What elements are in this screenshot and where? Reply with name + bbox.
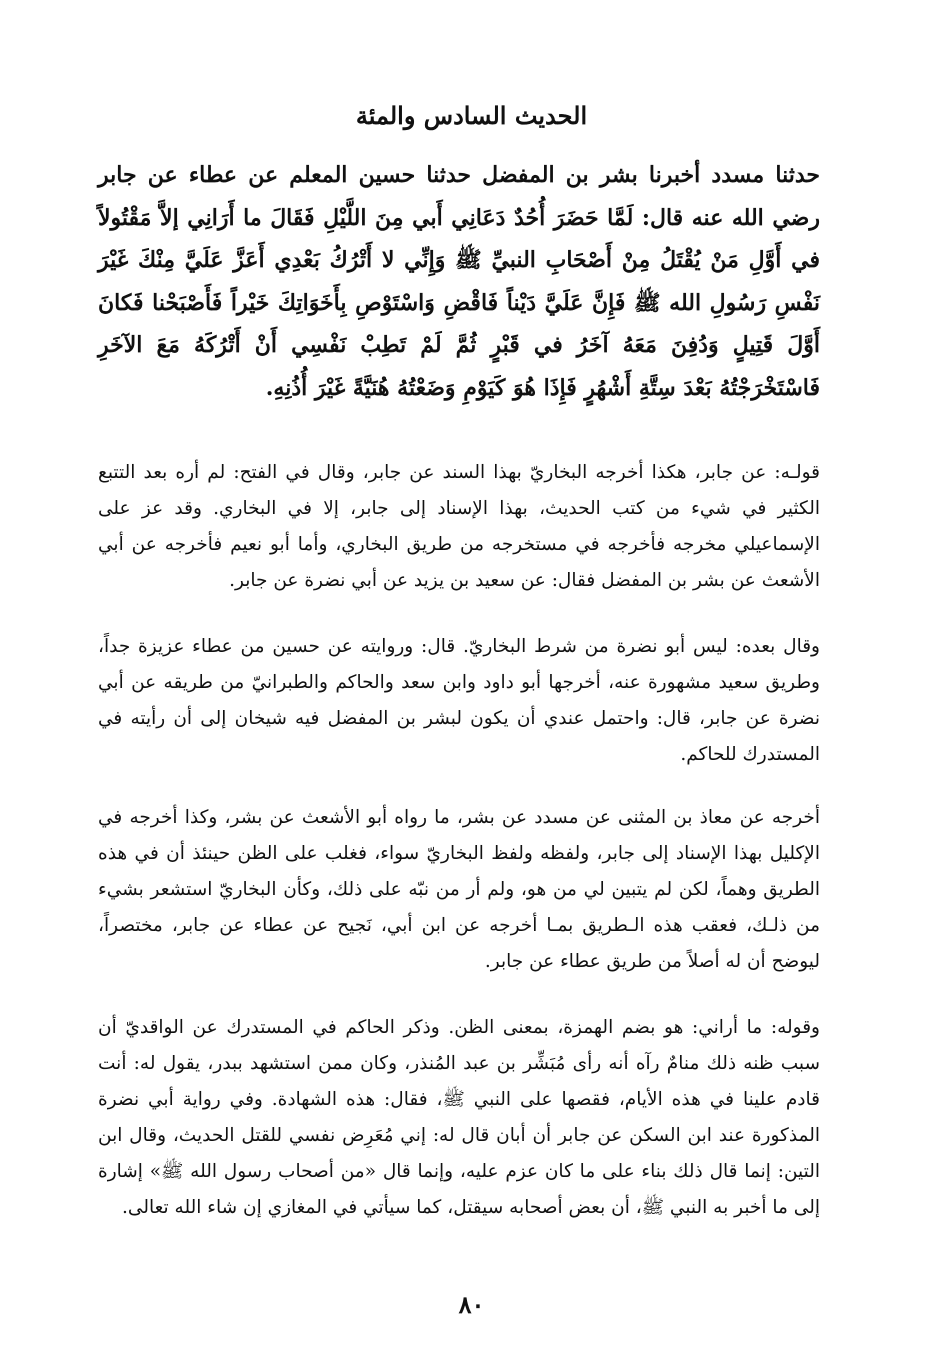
commentary-paragraph-3: أخرجه عن معاذ بن المثنى عن مسدد عن بشر، ما رواه أبو الأشعث عن بشر، وكذا أخرجه في الإكليل بهذا الإسناد إلى جابر، ولفظه ولفظ البخاريّ سواء، فغلب على الظن حينئذ أن في هذه الطريق وهماً، لكن لم يتبين لي من هو، ولم أر من نبّه على ذلك، وكأن البخاريّ استشعر بشيء من ذلـك، فعقب هذه الـطريق بمـا أخرجه عن ابن أبي، نَجيح عن عطاء عن جابر، مختصراً، ليوضح أن له أصلاً من طريق عطاء عن جابر. xyxy=(98,807,820,972)
page-number: ٨٠ xyxy=(458,1290,485,1319)
commentary-paragraph-1: قولـه: عن جابر، هكذا أخرجه البخاريّ بهذا السند عن جابر، وقال في الفتح: لم أره بعد التتبع الكثير في شيء من كتب الحديث، بهذا الإسناد إلى جابر، إلا في البخاري. وقد عز على الإسماعيلي مخرجه فأخرجه في مستخرجه من طريق البخاري، وأما أبو نعيم فأخرجه عن أبي الأشعث عن بشر بن المفضل فقال: عن سعيد بن يزيد عن أبي نضرة عن جابر. xyxy=(98,462,820,591)
page-title: الحديث السادس والمئة xyxy=(355,101,588,130)
commentary-paragraph-4: وقوله: ما أراني: هو بضم الهمزة، بمعنى الظن. وذكر الحاكم في المستدرك عن الواقديّ أن سبب ظنه ذلك منامٌ رآه أنه رأى مُبَشِّر بن عبد المُنذر، وكان ممن استشهد ببدر، يقول له: أنت قادم علينا في هذه الأيام، فقصها على النبي ﷺ، فقال: هذه الشهادة. وفي رواية أبي نضرة المذكورة عند ابن السكن عن جابر أن أبان قال له: إني مُعَرِض نفسي للقتل الحديث، وقال ابن التين: إنما قال ذلك بناء على ما كان عزم عليه، وإنما قال «من أصحاب رسول الله ﷺ» إشارة إلى ما أخبر به النبي ﷺ، أن بعض أصحابه سيقتل، كما سيأتي في المغازي إن شاء الله تعالى. xyxy=(98,1017,820,1218)
commentary-paragraph-2: وقال بعده: ليس أبو نضرة من شرط البخاريّ. قال: وروايته عن حسين من عطاء عزيزة جداً، وطريق سعيد مشهورة عنه، أخرجها أبو داود وابن سعد والحاكم والطبرانيّ من طريقه عن أبي نضرة عن جابر، قال: واحتمل عندي أن يكون لبشر بن المفضل فيه شيخان إلى أن رأيته في المستدرك للحاكم. xyxy=(98,636,820,765)
hadith-text: حدثنا مسدد أخبرنا بشر بن المفضل حدثنا حسين المعلم عن عطاء عن جابر رضي الله عنه قال: لَمَّا حَضَرَ أُحُدٌ دَعَانِي أَبي مِنَ اللَّيْلِ فَقَالَ ما أَرَانِي إلاَّ مَقْتُولاً في أَوَّلِ مَنْ يُقْتَلُ مِنْ أَصْحَابِ النبيِّ ﷺ وَإِنِّي لا أَتْرُكُ بَعْدِي أَعَزَّ عَلَيَّ مِنْكَ غَيْرَ نَفْسِ رَسُولِ الله ﷺ فَإِنَّ عَلَيَّ دَيْناً فَاقْضِ وَاسْتَوْصِ بِأَخَوَاتِكَ خَيْراً فَأَصْبَحْنا فَكانَ أَوَّلَ قَتِيلٍ وَدُفِنَ مَعَهُ آخَرُ في قَبْرٍ ثُمَّ لَمْ تَطِبْ نَفْسِي أَنْ أَتْرُكَهُ مَعَ الآخَرِ فَاسْتَخْرَجْتُهُ بَعْدَ سِتَّةِ أَشْهُرٍ فَإِذَا هُوَ كَيَوْمِ وَضَعْتُهُ هُنَيَّةً غَيْرَ أُذُنِهِ. xyxy=(98,162,820,401)
